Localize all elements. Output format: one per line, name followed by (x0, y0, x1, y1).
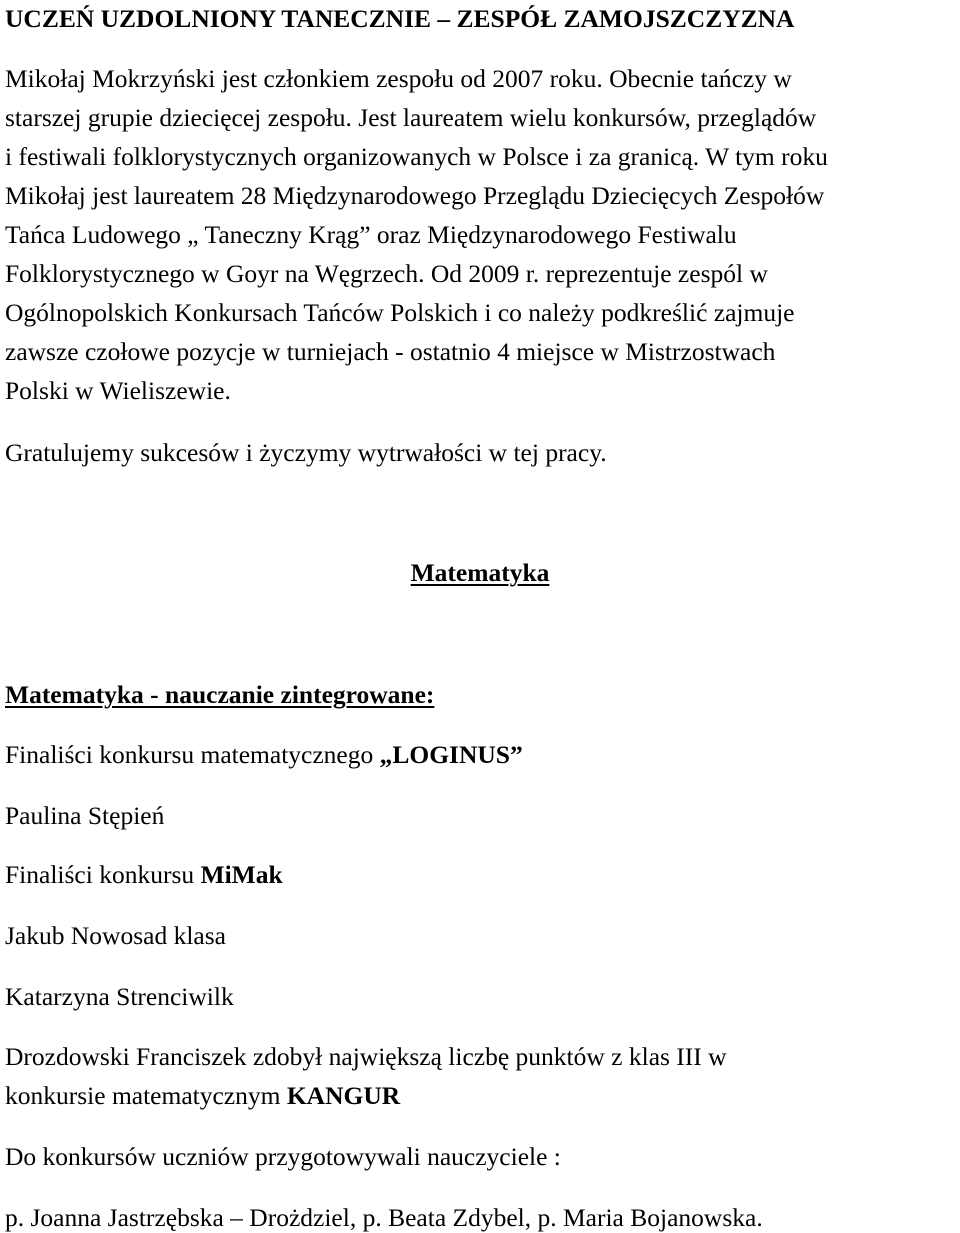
kangur-line-2 (5, 1083, 400, 1109)
paragraph-line: zawsze czołowe pozycje w turniejach - ostatnio 4 miejsce w Mistrzostwach (5, 337, 776, 366)
paragraph-line: Ogólnopolskich Konkursach Tańców Polskich i co należy podkreślić zajmuje (5, 298, 795, 327)
congratulations-text: Gratulujemy sukcesów i życzymy wytrwałości w tej pracy. (5, 438, 607, 467)
paragraph-line: Mikołaj Mokrzyński jest członkiem zespołu od 2007 roku. Obecnie tańczy w (5, 64, 792, 93)
paragraph-line: Polski w Wieliszewie. (5, 376, 231, 405)
section-title: Matematyka (410, 558, 550, 587)
paragraph-line: starszej grupie dziecięcej zespołu. Jest laureatem wielu konkursów, przeglądów (5, 103, 817, 132)
loginus-prefix: Finaliści konkursu matematycznego (5, 740, 380, 769)
kangur-name: KANGUR (286, 1081, 401, 1110)
teachers-intro: Do konkursów uczniów przygotowywali nauczyciele : (5, 1142, 561, 1171)
mimak-finalist: Jakub Nowosad klasa (5, 921, 226, 950)
paragraph-line: Tańca Ludowego „ Taneczny Krąg” oraz Międzynarodowego Festiwalu (5, 220, 737, 249)
paragraph-line: Mikołaj jest laureatem 28 Międzynarodowego Przeglądu Dziecięcych Zespołów (5, 181, 825, 210)
kangur-prefix: konkursie matematycznym (5, 1081, 287, 1110)
loginus-name: „LOGINUS” (379, 740, 523, 769)
subsection-title: Matematyka - nauczanie zintegrowane: (5, 680, 435, 709)
mimak-finalist: Katarzyna Strenciwilk (5, 982, 234, 1011)
mimak-line (5, 862, 283, 888)
loginus-line (5, 742, 523, 768)
mimak-prefix: Finaliści konkursu (5, 860, 201, 889)
mimak-name: MiMak (200, 860, 283, 889)
paragraph-line: Folklorystycznego w Goyr na Węgrzech. Od 2009 r. reprezentuje zespól w (5, 259, 768, 288)
teachers-list: p. Joanna Jastrzębska – Drożdziel, p. Beata Zdybel, p. Maria Bojanowska. (5, 1203, 763, 1232)
paragraph-line: i festiwali folklorystycznych organizowanych w Polsce i za granicą. W tym roku (5, 142, 828, 171)
kangur-line-1: Drozdowski Franciszek zdobył największą liczbę punktów z klas III w (5, 1042, 727, 1071)
heading: UCZEŃ UZDOLNIONY TANECZNIE – ZESPÓŁ ZAMOJSZCZYZNA (5, 4, 795, 33)
loginus-finalist: Paulina Stępień (5, 801, 165, 830)
